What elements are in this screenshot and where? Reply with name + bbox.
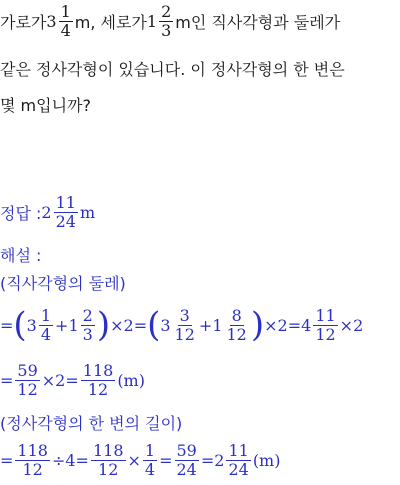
fraction-numerator: 2 (82, 305, 93, 325)
whole-number: 1 (68, 315, 79, 335)
fraction-numerator: 8 (231, 305, 242, 325)
fraction-numerator: 118 (82, 360, 114, 380)
fraction-denominator: 3 (161, 20, 172, 40)
fraction-denominator: 12 (87, 379, 109, 399)
equals-sign: = (200, 450, 215, 470)
fraction (313, 307, 337, 344)
fraction (81, 362, 116, 399)
multiply-term: ×2 (110, 315, 134, 335)
unit-label: (m) (252, 450, 281, 470)
answer-line (0, 192, 95, 232)
fraction-numerator: 1 (40, 305, 52, 325)
equation-line-1 (0, 300, 363, 350)
fraction-numerator: 11 (315, 305, 336, 325)
fraction (143, 442, 157, 479)
fraction-denominator: 4 (40, 324, 52, 344)
fraction-numerator: 1 (144, 440, 156, 460)
fraction-denominator: 4 (144, 459, 156, 479)
fraction-denominator: 12 (226, 324, 247, 344)
multiply-term: ×2 (264, 315, 288, 335)
question-text: m인 직사각형과 둘레가 (175, 12, 341, 32)
equation-line-3 (0, 436, 280, 484)
fraction (15, 442, 50, 479)
equals-sign: = (0, 315, 14, 335)
question-line-3: 몇 m입니까? (0, 95, 91, 115)
equals-sign: = (133, 315, 148, 335)
multiply-term: ×2 (41, 370, 66, 390)
fraction-numerator: 59 (17, 360, 38, 380)
equals-sign: = (75, 450, 89, 470)
fraction-numerator: 118 (92, 440, 124, 460)
left-paren: ( (13, 305, 27, 345)
fraction-denominator: 24 (176, 459, 197, 479)
fraction-numerator: 2 (161, 1, 172, 21)
height-whole: 1 (146, 11, 158, 31)
solution-label: 해설 : (0, 245, 42, 265)
fraction-denominator: 12 (17, 379, 38, 399)
solution-heading-perimeter: (직사각형의 둘레) (0, 273, 126, 293)
answer-whole: 2 (41, 202, 52, 222)
fraction (91, 442, 126, 479)
fraction-numerator: 11 (228, 440, 249, 460)
fraction-denominator: 4 (60, 20, 71, 40)
equals-sign: = (65, 370, 79, 390)
divide-term: ÷4 (51, 450, 76, 470)
equals-sign: = (159, 450, 173, 470)
question-line-1 (0, 2, 340, 40)
whole-number: 3 (26, 315, 37, 335)
fraction-denominator: 24 (228, 459, 249, 479)
fraction (225, 307, 249, 344)
fraction-numerator: 3 (179, 305, 190, 325)
whole-number: 3 (160, 315, 171, 335)
fraction-denominator: 12 (98, 459, 119, 479)
whole-number: 2 (214, 450, 225, 470)
question-line-2: 같은 정사각형이 있습니다. 이 정사각형의 한 변은 (0, 59, 345, 79)
equals-sign: = (0, 450, 14, 470)
fraction (226, 442, 250, 479)
fraction-denominator: 24 (55, 211, 76, 231)
height-fraction (159, 3, 173, 40)
width-fraction (59, 3, 73, 40)
fraction (173, 307, 197, 344)
fraction-denominator: 12 (315, 324, 336, 344)
fraction (39, 307, 53, 344)
whole-number: 1 (212, 315, 223, 335)
equation-line-2 (0, 356, 145, 404)
width-whole: 3 (46, 11, 57, 31)
fraction-numerator: 11 (55, 192, 76, 212)
whole-number: 4 (301, 315, 312, 335)
question-text: 가로가 (0, 12, 47, 32)
fraction-denominator: 3 (82, 324, 93, 344)
fraction-numerator: 118 (17, 440, 48, 460)
answer-label: 정답 : (0, 203, 42, 223)
fraction-denominator: 12 (22, 459, 43, 479)
fraction-numerator: 59 (176, 440, 197, 460)
multiply-sign: × (127, 450, 141, 470)
answer-fraction (54, 194, 78, 231)
fraction (15, 362, 39, 399)
unit-label: (m) (117, 370, 145, 390)
fraction-numerator: 1 (60, 1, 71, 21)
equals-sign: = (287, 315, 302, 335)
multiply-term: ×2 (339, 315, 364, 335)
fraction (175, 442, 199, 479)
right-paren: ) (96, 305, 111, 345)
plus-sign: + (55, 315, 69, 335)
answer-unit: m (79, 202, 96, 222)
question-text: m, 세로가 (74, 12, 147, 32)
left-paren: ( (147, 305, 161, 345)
solution-heading-side: (정사각형의 한 변의 길이) (0, 413, 183, 433)
right-paren: ) (250, 305, 265, 345)
plus-sign: + (198, 315, 213, 335)
equals-sign: = (0, 370, 14, 390)
fraction (81, 307, 95, 344)
fraction-denominator: 12 (174, 324, 195, 344)
